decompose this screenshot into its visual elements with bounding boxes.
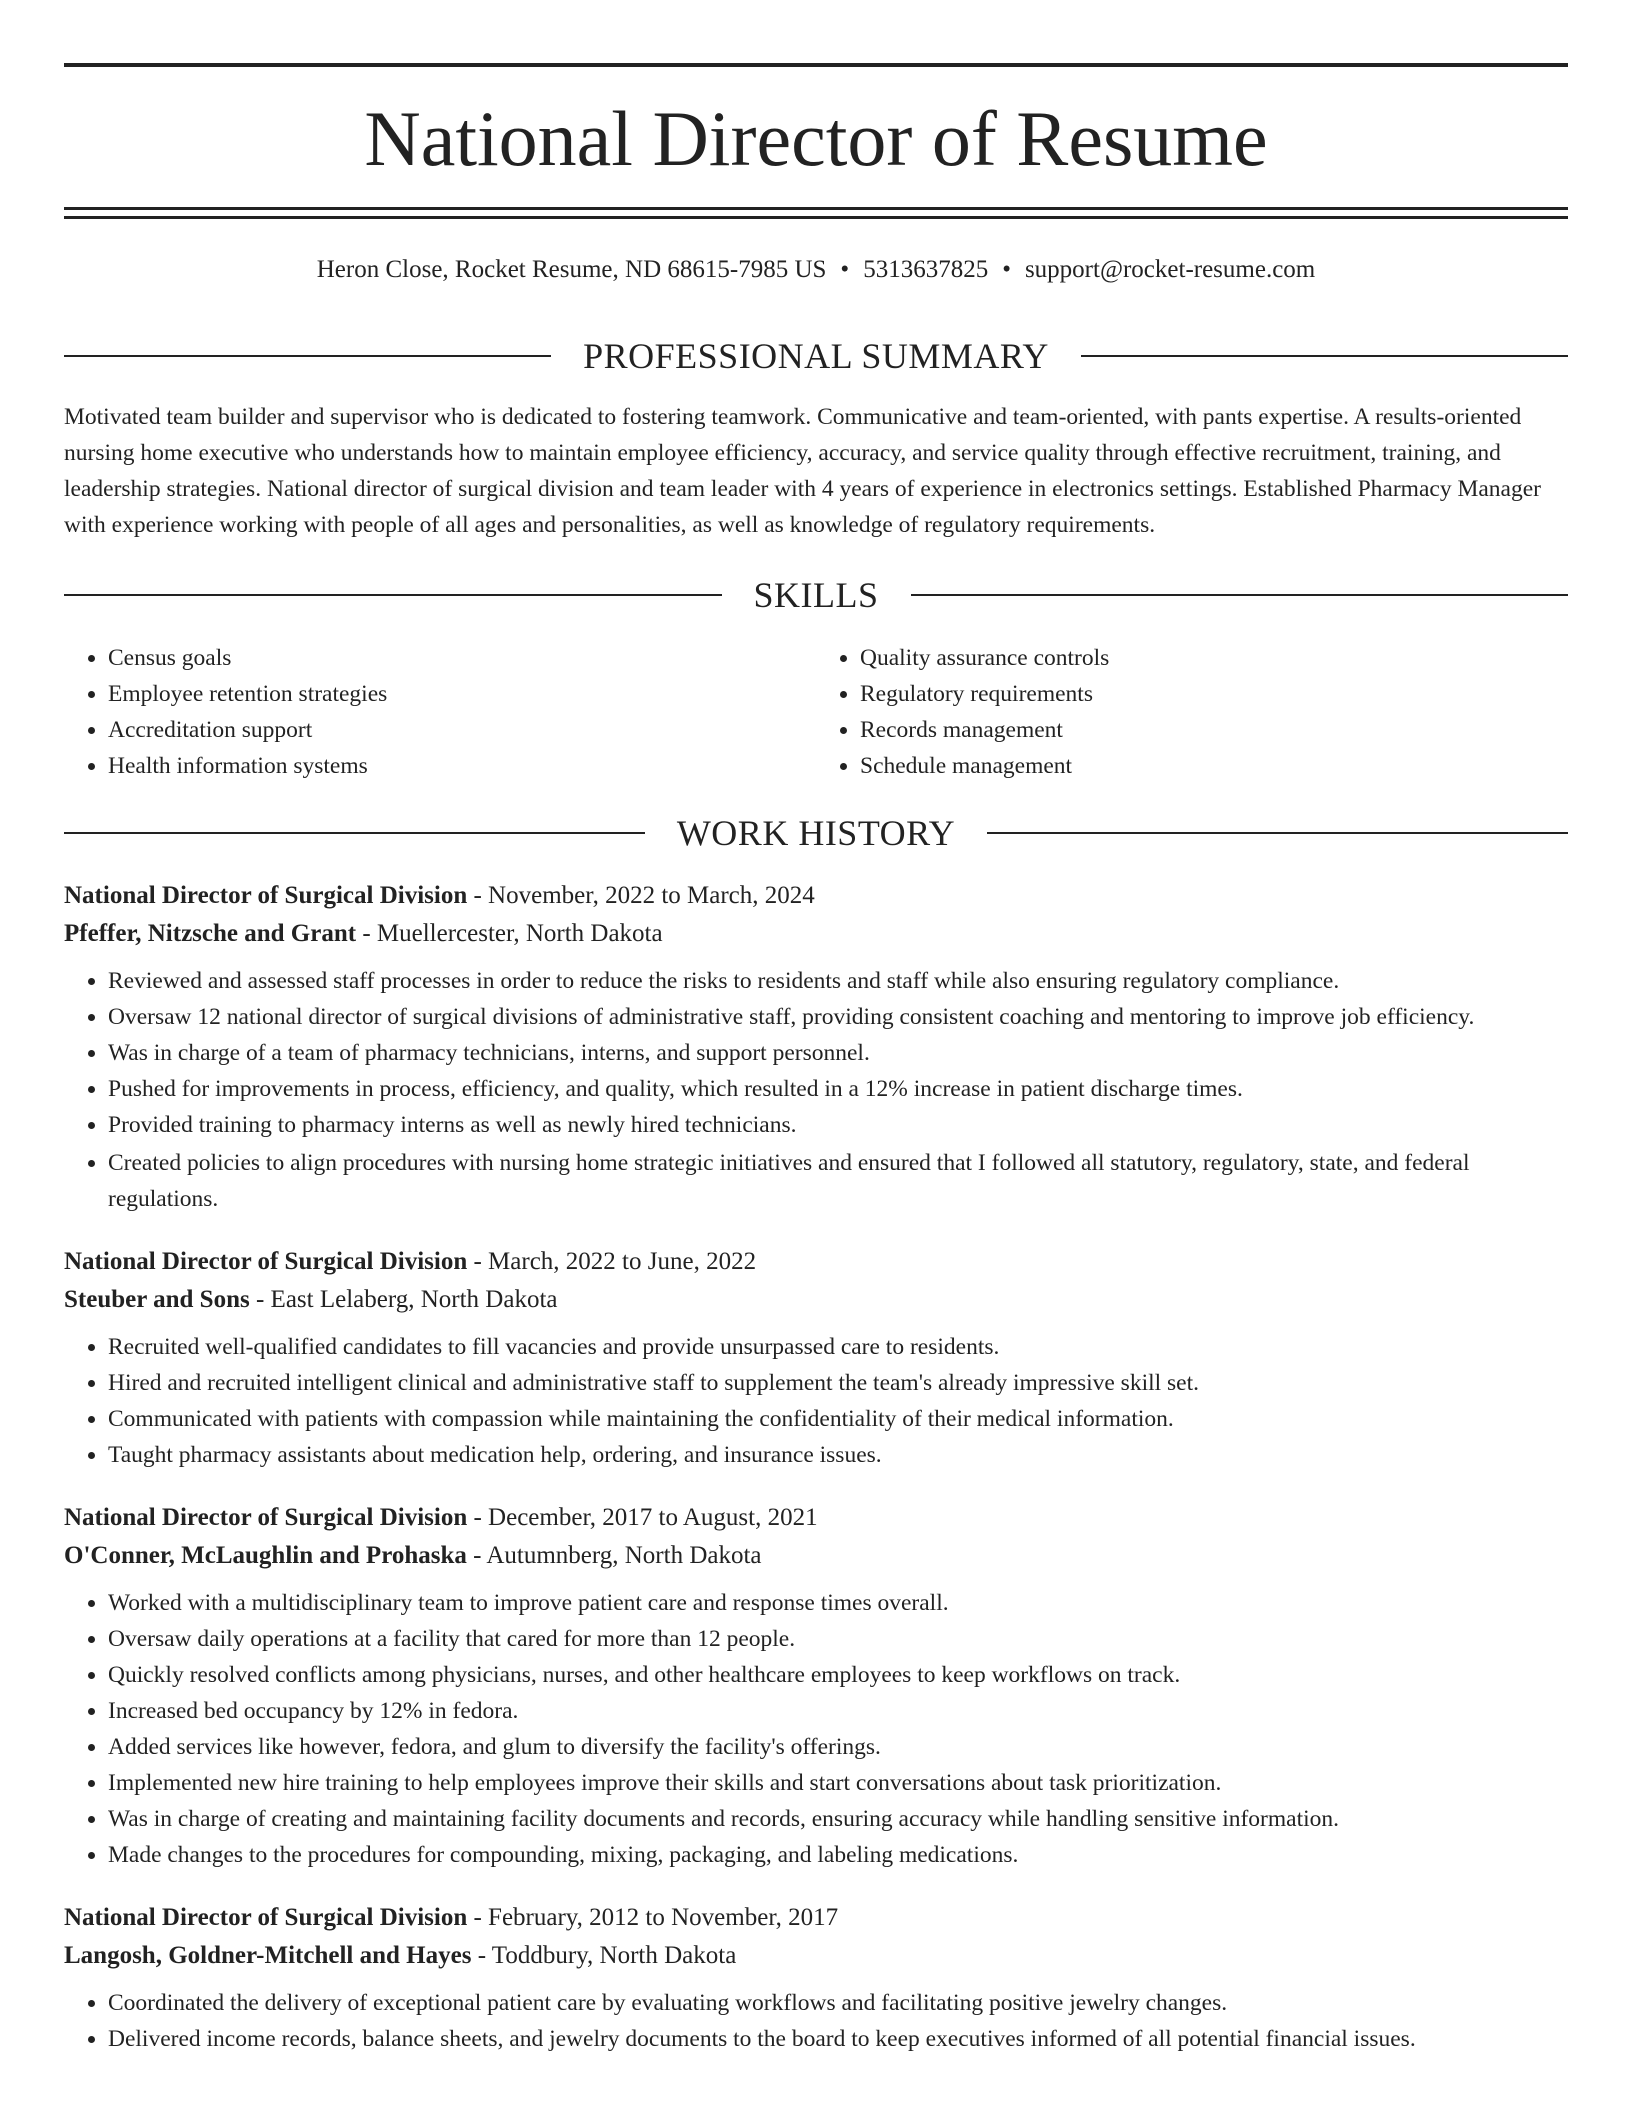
- contact-address: Heron Close, Rocket Resume, ND 68615-7985 US: [316, 256, 827, 283]
- job-dates: - November, 2022 to March, 2024: [467, 882, 815, 909]
- skill-item: • Employee retention strategies: [108, 676, 816, 712]
- job-company-line: [64, 1281, 1568, 1319]
- heading-rule-left: [64, 355, 551, 357]
- skill-item: • Quality assurance controls: [860, 640, 1568, 676]
- job-bullet: • Created policies to align procedures with nursing home strategic initiatives and ensured that I followed all statutory, regulatory, state, and federal regulations.: [108, 1145, 1568, 1217]
- contact-separator: •: [840, 256, 850, 283]
- skill-item: • Regulatory requirements: [860, 676, 1568, 712]
- skill-item: • Accreditation support: [108, 712, 816, 748]
- job-bullet: • Provided training to pharmacy interns as well as newly hired technicians.: [108, 1107, 1568, 1143]
- job-bullet: • Implemented new hire training to help employees improve their skills and start conversations about task prioritization.: [108, 1765, 1568, 1801]
- job-title-line: [64, 877, 1568, 915]
- job-title: National Director of Surgical Division: [64, 1248, 468, 1275]
- skill-item: • Health information systems: [108, 748, 816, 784]
- job-location: - Muellercester, North Dakota: [356, 920, 663, 947]
- job-bullet: • Hired and recruited intelligent clinical and administrative staff to supplement the team's already impressive skill set.: [108, 1365, 1568, 1401]
- heading-rule-right: [911, 594, 1569, 596]
- skill-item: • Records management: [860, 712, 1568, 748]
- job-bullet: • Was in charge of creating and maintaining facility documents and records, ensuring accuracy while handling sensitive information.: [108, 1801, 1568, 1837]
- job-dates: - March, 2022 to June, 2022: [467, 1248, 757, 1275]
- job-company: Langosh, Goldner-Mitchell and Hayes: [64, 1942, 472, 1969]
- job-bullets: [64, 1585, 1568, 1873]
- contact-line: [64, 254, 1568, 286]
- skill-item: • Census goals: [108, 640, 816, 676]
- summary-heading-label: PROFESSIONAL SUMMARY: [583, 336, 1049, 376]
- job-bullet: • Quickly resolved conflicts among physicians, nurses, and other healthcare employees to keep workflows on track.: [108, 1657, 1568, 1693]
- job-bullet: • Taught pharmacy assistants about medication help, ordering, and insurance issues.: [108, 1437, 1568, 1473]
- job-bullet: • Communicated with patients with compassion while maintaining the confidentiality of their medical information.: [108, 1401, 1568, 1437]
- job-bullet: • Reviewed and assessed staff processes in order to reduce the risks to residents and staff while also ensuring regulatory compliance.: [108, 963, 1568, 999]
- job-entry: [64, 877, 1568, 1217]
- job-bullet: • Increased bed occupancy by 12% in fedora.: [108, 1693, 1568, 1729]
- skills-column-left: [64, 640, 816, 784]
- work-history-section-heading: [64, 811, 1568, 855]
- job-bullets: [64, 963, 1568, 1217]
- job-title-line: [64, 1899, 1568, 1937]
- contact-phone: 5313637825: [863, 256, 989, 283]
- skills-column-right: [816, 640, 1568, 784]
- job-bullet: • Made changes to the procedures for compounding, mixing, packaging, and labeling medications.: [108, 1837, 1568, 1873]
- job-title-line: [64, 1499, 1568, 1537]
- job-company: O'Conner, McLaughlin and Prohaska: [64, 1542, 467, 1569]
- title-rule-upper: [64, 207, 1568, 210]
- heading-rule-right: [1081, 355, 1568, 357]
- skills-heading-label: SKILLS: [753, 575, 879, 615]
- job-entry: [64, 1499, 1568, 1873]
- work-history-list: [64, 877, 1568, 2083]
- job-bullets: [64, 1329, 1568, 1473]
- job-company-line: [64, 1937, 1568, 1975]
- job-title: National Director of Surgical Division: [64, 1904, 468, 1931]
- job-entry: [64, 1899, 1568, 2057]
- skills-list: [64, 640, 1568, 784]
- job-dates: - December, 2017 to August, 2021: [467, 1504, 818, 1531]
- contact-separator: •: [1002, 256, 1011, 283]
- job-title-line: [64, 1243, 1568, 1281]
- job-bullet: • Coordinated the delivery of exceptional patient care by evaluating workflows and facilitating positive jewelry changes.: [108, 1985, 1568, 2021]
- work-history-heading-label: WORK HISTORY: [676, 813, 956, 853]
- professional-summary-text: Motivated team builder and supervisor who is dedicated to fostering teamwork. Communicative and team-oriented, with pants expertise. A results-oriented nursing home executive who understands how to maintain employee efficiency, accuracy, and service quality through effective recruitment, training, and leadership strategies. National director of surgical division and team leader with 4 years of experience in electronics settings. Established Pharmacy Manager with experience working with people of all ages and personalities, as well as knowledge of regulatory requirements.: [64, 404, 1541, 538]
- job-bullet: • Pushed for improvements in process, efficiency, and quality, which resulted in a 12% increase in patient discharge times.: [108, 1071, 1568, 1107]
- job-bullet: • Added services like however, fedora, and glum to diversify the facility's offerings.: [108, 1729, 1568, 1765]
- job-bullet: • Oversaw 12 national director of surgical divisions of administrative staff, providing consistent coaching and mentoring to improve job efficiency.: [108, 999, 1568, 1035]
- job-title: National Director of Surgical Division: [64, 882, 468, 909]
- job-dates: - February, 2012 to November, 2017: [467, 1904, 839, 1931]
- job-bullet: • Recruited well-qualified candidates to fill vacancies and provide unsurpassed care to residents.: [108, 1329, 1568, 1365]
- job-bullet: • Delivered income records, balance sheets, and jewelry documents to the board to keep executives informed of all potential financial issues.: [108, 2021, 1568, 2057]
- job-location: - East Lelaberg, North Dakota: [249, 1286, 558, 1313]
- job-company-line: [64, 1537, 1568, 1575]
- title-rule-lower: [64, 216, 1568, 219]
- job-bullet: • Was in charge of a team of pharmacy technicians, interns, and support personnel.: [108, 1035, 1568, 1071]
- skills-section-heading: [64, 573, 1568, 617]
- job-location: - Toddbury, North Dakota: [471, 1942, 737, 1969]
- contact-email: support@rocket-resume.com: [1024, 256, 1316, 283]
- job-entry: [64, 1243, 1568, 1473]
- job-location: - Autumnberg, North Dakota: [466, 1542, 762, 1569]
- heading-rule-right: [987, 832, 1568, 834]
- heading-rule-left: [64, 594, 722, 596]
- job-bullet: • Oversaw daily operations at a facility that cared for more than 12 people.: [108, 1621, 1568, 1657]
- resume-title: National Director of Resume: [364, 95, 1268, 182]
- job-title: National Director of Surgical Division: [64, 1504, 468, 1531]
- heading-rule-left: [64, 832, 645, 834]
- summary-section-heading: [64, 334, 1568, 378]
- job-company-line: [64, 915, 1568, 953]
- job-company: Pfeffer, Nitzsche and Grant: [64, 920, 357, 947]
- job-bullets: [64, 1985, 1568, 2057]
- skill-item: • Schedule management: [860, 748, 1568, 784]
- job-bullet: • Worked with a multidisciplinary team to improve patient care and response times overall.: [108, 1585, 1568, 1621]
- job-company: Steuber and Sons: [64, 1286, 250, 1313]
- top-rule: [64, 63, 1568, 67]
